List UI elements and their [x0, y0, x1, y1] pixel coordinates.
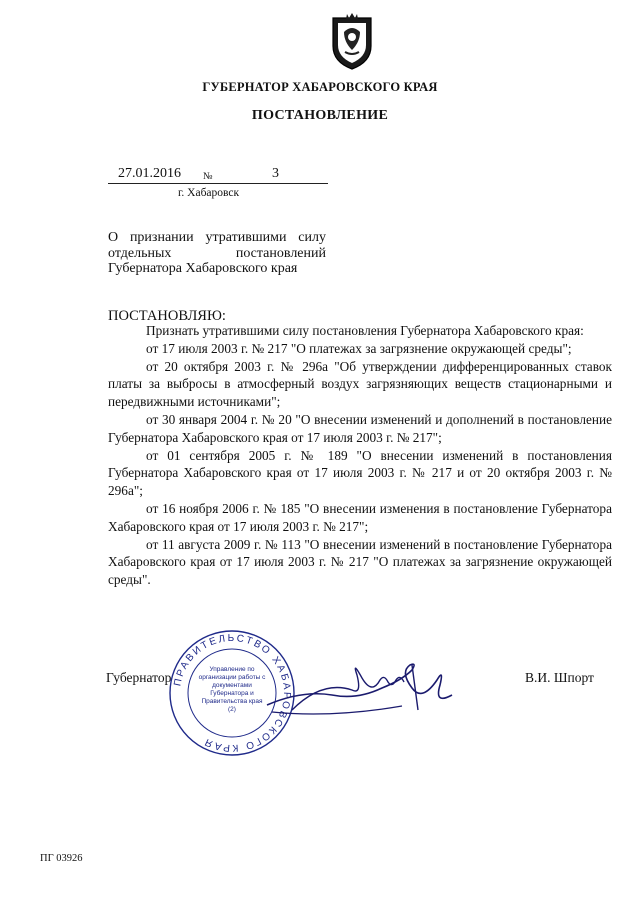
handwritten-signature [262, 650, 462, 720]
document-subject: О признании утратившими силу отдельных постановлений Губернатора Хабаровского края [108, 230, 326, 276]
date-underline [108, 183, 328, 184]
authority-title: ГУБЕРНАТОР ХАБАРОВСКОГО КРАЯ [202, 80, 438, 94]
signatory-title: Губернатор [106, 670, 172, 685]
body-paragraph: от 16 ноября 2006 г. № 185 "О внесении изменения в постановление Губернатора Хабаровского края от 17 июля 2003 г. № 217"; [108, 500, 612, 534]
stamp-inner-text: Управление по организации работы с документами Губернатора и Правительства края (2) [198, 666, 266, 713]
document-city: г. Хабаровск [178, 187, 240, 199]
body-paragraph: Признать утратившими силу постановления Губернатора Хабаровского края: [146, 323, 584, 338]
document-number: 3 [272, 166, 279, 181]
document-type: ПОСТАНОВЛЕНИЕ [251, 108, 389, 123]
coat-of-arms-icon [327, 12, 377, 72]
decree-word: ПОСТАНОВЛЯЮ: [108, 308, 226, 324]
body-paragraph: от 17 июля 2003 г. № 217 "О платежах за загрязнение окружающей среды"; [146, 340, 572, 356]
document-body [108, 322, 612, 589]
body-paragraph: от 20 октября 2003 г. № 296а "Об утверждении дифференцированных ставок платы за выбросы в атмосферный воздух загрязняющих веществ стационарными и передвижными источниками"; [108, 358, 612, 410]
body-paragraph: от 01 сентября 2005 г. № 189 "О внесении изменений в постановления Губернатора Хабаровского края от 17 июля 2003 г. № 217 и от 20 октября 2003 г. № 296а"; [108, 447, 612, 499]
number-sign: № [203, 171, 213, 182]
signatory-name: В.И. Шпорт [525, 670, 594, 685]
stamp-ring-text: ПРАВИТЕЛЬСТВО ХАБАРОВСКОГО КРАЯ [172, 632, 293, 754]
form-code: ПГ 03926 [40, 853, 83, 864]
document-date: 27.01.2016 [118, 166, 181, 181]
body-paragraph: от 30 января 2004 г. № 20 "О внесении изменений и дополнений в постановление Губернатора Хабаровского края от 17 июля 2003 г. № 217"; [108, 411, 612, 445]
body-paragraph: от 11 августа 2009 г. № 113 "О внесении изменений в постановление Губернатора Хабаровского края от 17 июля 2003 г. № 217 "О платежах за загрязнение окружающей среды". [108, 536, 612, 588]
